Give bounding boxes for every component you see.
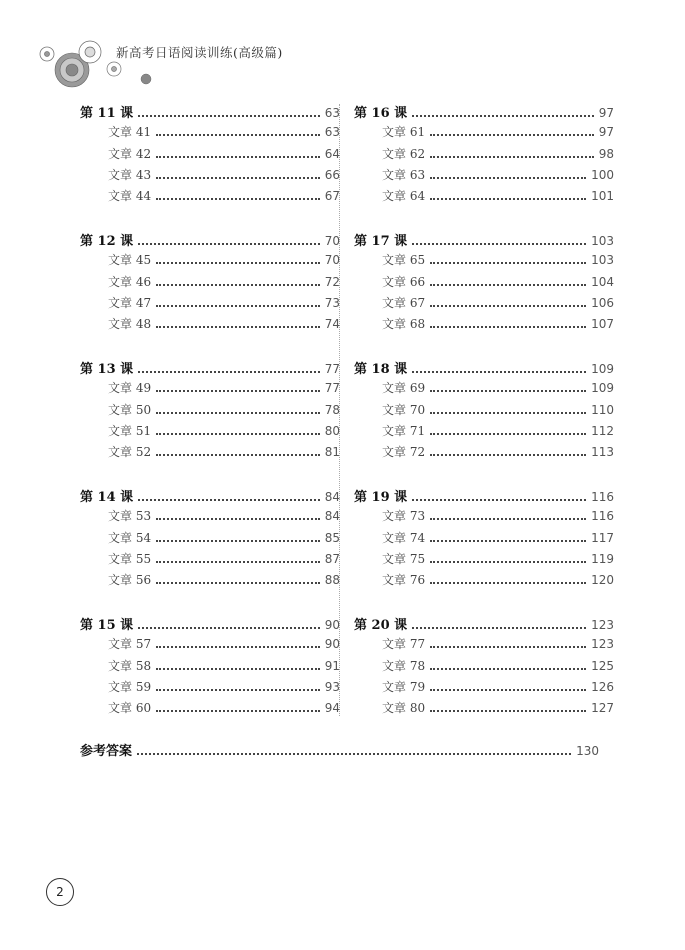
leader-dots [412,243,586,245]
answers-entry[interactable] [80,740,599,761]
lesson-title: 第 13 课 [80,362,134,377]
page-ref: 120 [591,573,614,588]
leader-dots [156,262,320,264]
page-ref: 81 [324,445,340,460]
page-ref: 100 [591,167,614,182]
leader-dots [430,390,586,392]
article-label: 文章 62 [382,146,426,161]
article-entry[interactable] [80,699,340,720]
leader-dots [156,177,320,179]
article-entry[interactable] [80,315,340,336]
page-ref: 85 [324,530,340,545]
lesson-entry[interactable] [354,486,614,507]
leader-dots [138,627,320,629]
article-label: 文章 42 [108,146,152,161]
article-label: 文章 78 [382,658,426,673]
article-label: 文章 49 [108,381,152,396]
article-entry[interactable] [354,507,614,528]
lesson-title: 第 18 课 [354,362,408,377]
page-ref: 70 [324,234,340,248]
lesson-entry[interactable] [80,614,340,635]
article-label: 文章 57 [108,637,152,652]
leader-dots [156,540,320,542]
article-entry[interactable] [354,657,614,678]
article-label: 文章 60 [108,701,152,716]
page-ref: 126 [591,679,614,694]
page-ref: 103 [591,253,614,268]
article-entry[interactable] [354,251,614,272]
page-ref: 67 [324,189,340,204]
lesson-title: 第 11 课 [80,106,134,121]
lesson-block [80,486,340,614]
article-entry[interactable] [354,529,614,550]
leader-dots [156,646,320,648]
article-label: 文章 56 [108,573,152,588]
article-label: 文章 44 [108,189,152,204]
page-ref: 63 [324,106,340,120]
article-label: 文章 55 [108,551,152,566]
lesson-block [354,230,614,358]
leader-dots [137,753,571,755]
article-label: 文章 74 [382,530,426,545]
lesson-block [354,614,614,742]
page-ref: 117 [591,530,614,545]
page-ref: 66 [324,167,340,182]
lesson-block [80,358,340,486]
page-ref: 112 [591,423,614,438]
page-ref: 77 [324,381,340,396]
leader-dots [156,156,320,158]
article-label: 文章 47 [108,295,152,310]
page-ref: 97 [598,125,614,140]
lesson-entry[interactable] [354,102,614,123]
article-entry[interactable] [80,635,340,656]
leader-dots [156,689,320,691]
article-label: 文章 58 [108,658,152,673]
page-ref: 101 [591,189,614,204]
leader-dots [156,668,320,670]
leader-dots [430,262,586,264]
page-ref: 116 [591,509,614,524]
leader-dots [430,582,586,584]
page-ref: 87 [324,551,340,566]
article-label: 文章 59 [108,679,152,694]
article-entry[interactable] [354,443,614,464]
article-label: 文章 41 [108,125,152,140]
lesson-block [354,486,614,614]
article-entry[interactable] [354,401,614,422]
leader-dots [430,668,586,670]
leader-dots [156,390,320,392]
leader-dots [156,305,320,307]
leader-dots [430,326,586,328]
lesson-title: 第 19 课 [354,490,408,505]
leader-dots [430,710,586,712]
page-ref: 77 [324,362,340,376]
lesson-entry[interactable] [80,358,340,379]
leader-dots [430,540,586,542]
leader-dots [430,156,594,158]
article-entry[interactable] [80,507,340,528]
article-label: 文章 63 [382,167,426,182]
article-label: 文章 77 [382,637,426,652]
leader-dots [430,646,586,648]
article-entry[interactable] [354,571,614,592]
article-entry[interactable] [80,550,340,571]
page-ref: 119 [591,551,614,566]
article-entry[interactable] [80,571,340,592]
leader-dots [412,371,586,373]
leader-dots [156,561,320,563]
article-label: 文章 50 [108,402,152,417]
page-ref: 91 [324,658,340,673]
article-label: 文章 71 [382,423,426,438]
page-ref: 113 [591,445,614,460]
lesson-title: 第 20 课 [354,618,408,633]
article-label: 文章 70 [382,402,426,417]
page-ref: 104 [591,274,614,289]
article-entry[interactable] [354,550,614,571]
article-entry[interactable] [80,145,340,166]
article-label: 文章 65 [382,253,426,268]
lesson-entry[interactable] [354,614,614,635]
page-ref: 109 [591,362,614,376]
article-label: 文章 43 [108,167,152,182]
article-label: 文章 73 [382,509,426,524]
leader-dots [430,561,586,563]
page-ref: 90 [324,618,340,632]
lesson-title: 第 17 课 [354,234,408,249]
page-ref: 109 [591,381,614,396]
page-ref: 94 [324,701,340,716]
lesson-title: 第 16 课 [354,106,408,121]
article-label: 文章 45 [108,253,152,268]
lesson-entry[interactable] [354,230,614,251]
page-ref: 70 [324,253,340,268]
article-entry[interactable] [354,379,614,400]
article-label: 文章 67 [382,295,426,310]
book-title: 新高考日语阅读训练(高级篇) [116,45,283,60]
article-label: 文章 68 [382,317,426,332]
lesson-entry[interactable] [80,102,340,123]
article-entry[interactable] [80,678,340,699]
leader-dots [412,627,586,629]
lesson-title: 第 15 课 [80,618,134,633]
lesson-entry[interactable] [80,230,340,251]
article-entry[interactable] [354,315,614,336]
page-ref: 73 [324,295,340,310]
leader-dots [430,134,594,136]
leader-dots [138,115,320,117]
article-label: 文章 72 [382,445,426,460]
leader-dots [430,518,586,520]
page-ref: 127 [591,701,614,716]
article-label: 文章 53 [108,509,152,524]
page-ref: 97 [598,106,614,120]
article-entry[interactable] [354,635,614,656]
page-ref: 63 [324,125,340,140]
lesson-block [354,102,614,230]
article-entry[interactable] [80,443,340,464]
article-label: 文章 79 [382,679,426,694]
article-entry[interactable] [354,166,614,187]
leader-dots [156,582,320,584]
article-entry[interactable] [354,187,614,208]
article-label: 文章 80 [382,701,426,716]
leader-dots [156,454,320,456]
page-ref: 123 [591,637,614,652]
answers-section [80,740,599,761]
leader-dots [430,284,586,286]
lesson-entry[interactable] [354,358,614,379]
page-ref: 125 [591,658,614,673]
article-entry[interactable] [80,273,340,294]
leader-dots [156,412,320,414]
lesson-title: 第 12 课 [80,234,134,249]
leader-dots [156,326,320,328]
leader-dots [412,115,594,117]
article-entry[interactable] [354,145,614,166]
article-label: 文章 69 [382,381,426,396]
page-ref: 64 [324,146,340,161]
leader-dots [156,433,320,435]
article-label: 文章 64 [382,189,426,204]
leader-dots [156,198,320,200]
article-label: 文章 66 [382,274,426,289]
leader-dots [138,499,320,501]
page-ref: 74 [324,317,340,332]
page-ref: 107 [591,317,614,332]
lesson-block [80,102,340,230]
lesson-block [80,230,340,358]
page-number-badge: 2 [46,878,74,906]
leader-dots [430,454,586,456]
lesson-title: 第 14 课 [80,490,134,505]
page-ref: 93 [324,679,340,694]
article-entry[interactable] [80,401,340,422]
article-label: 文章 61 [382,125,426,140]
toc-left-column [80,102,340,742]
leader-dots [430,689,586,691]
toc-right-column [354,102,614,742]
lesson-block [80,614,340,742]
article-label: 文章 51 [108,423,152,438]
page-ref: 78 [324,402,340,417]
page-ref: 130 [576,744,599,758]
page-ref: 90 [324,637,340,652]
page-ref: 84 [324,509,340,524]
article-label: 文章 48 [108,317,152,332]
article-entry[interactable] [354,422,614,443]
leader-dots [138,371,320,373]
article-entry[interactable] [80,187,340,208]
leader-dots [156,134,320,136]
article-entry[interactable] [80,294,340,315]
article-label: 文章 52 [108,445,152,460]
article-entry[interactable] [354,123,614,144]
article-entry[interactable] [80,529,340,550]
page-ref: 103 [591,234,614,248]
leader-dots [430,412,586,414]
answers-label: 参考答案 [80,744,133,759]
leader-dots [156,518,320,520]
leader-dots [430,305,586,307]
article-entry[interactable] [354,294,614,315]
page-ref: 110 [591,402,614,417]
page-ref: 72 [324,274,340,289]
page-ref: 123 [591,618,614,632]
article-label: 文章 75 [382,551,426,566]
page-ref: 84 [324,490,340,504]
article-entry[interactable] [80,166,340,187]
article-entry[interactable] [80,422,340,443]
lesson-entry[interactable] [80,486,340,507]
article-entry[interactable] [80,123,340,144]
leader-dots [156,710,320,712]
lesson-block [354,358,614,486]
article-entry[interactable] [80,657,340,678]
article-entry[interactable] [80,251,340,272]
leader-dots [430,198,586,200]
article-entry[interactable] [80,379,340,400]
leader-dots [412,499,586,501]
page-ref: 98 [598,146,614,161]
leader-dots [138,243,320,245]
page-header [0,0,685,100]
leader-dots [430,177,586,179]
leader-dots [430,433,586,435]
article-label: 文章 46 [108,274,152,289]
article-entry[interactable] [354,678,614,699]
article-entry[interactable] [354,699,614,720]
article-label: 文章 76 [382,573,426,588]
page-ref: 88 [324,573,340,588]
article-label: 文章 54 [108,530,152,545]
page-ref: 80 [324,423,340,438]
page-ref: 106 [591,295,614,310]
page-ref: 116 [591,490,614,504]
leader-dots [156,284,320,286]
article-entry[interactable] [354,273,614,294]
